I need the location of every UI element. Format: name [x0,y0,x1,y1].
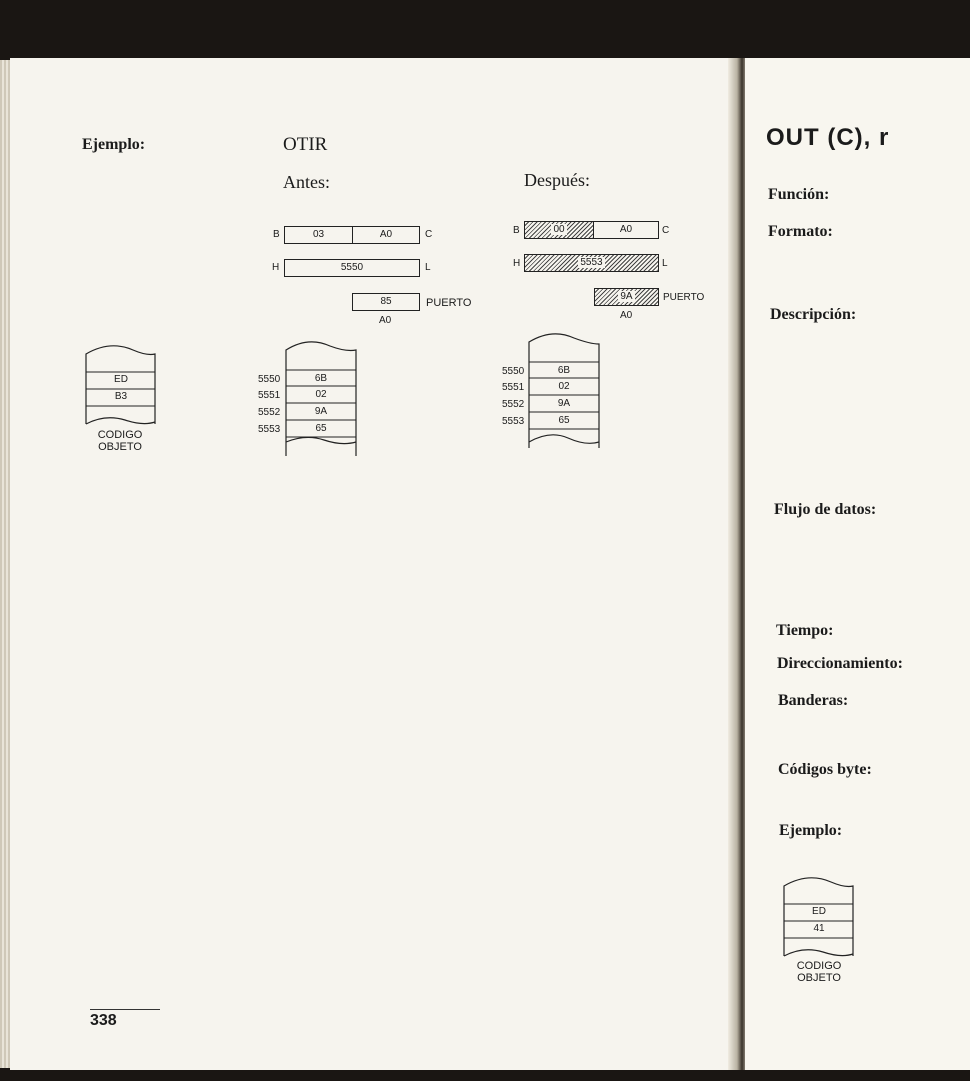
after-puerto-addr: A0 [620,310,633,321]
caption-line: OBJETO [98,441,142,453]
mem-addr: 5550 [258,374,281,385]
mem-value: 65 [315,423,327,434]
after-reg-c-label: C [662,225,670,236]
mem-value: 02 [558,381,570,392]
mem-value: 02 [315,389,327,400]
after-puerto-label: PUERTO [663,292,705,303]
caption-line: CODIGO [97,429,143,441]
right-page [745,58,970,1070]
antes-heading: Antes: [283,172,330,192]
after-reg-l-label: L [662,258,668,269]
before-reg-b: 03 [284,226,353,244]
mem-value: 6B [557,365,571,376]
instruction-mnemonic: OTIR [283,134,328,155]
object-code-byte: 41 [813,923,825,934]
mem-addr: 5551 [258,390,281,401]
after-puerto: 9A [594,288,659,306]
caption-line: OBJETO [797,972,841,984]
ejemplo-right-label: Ejemplo: [779,822,843,839]
memory-before [258,338,358,458]
before-reg-hl: 5550 [284,259,420,277]
page-number-rule [90,1009,160,1010]
mem-value: 6B [314,373,328,384]
mem-value: 9A [314,406,328,417]
mem-value: 9A [557,398,571,409]
mem-addr: 5552 [502,399,525,410]
object-code-byte: B3 [114,391,128,402]
mem-addr: 5553 [258,424,281,435]
instruction-title: OUT (C), r [766,124,890,151]
mem-addr: 5551 [502,382,525,393]
mem-addr: 5553 [502,416,525,427]
tiempo-label: Tiempo: [776,622,834,639]
codigos-label: Códigos byte: [778,761,872,778]
memory-after [502,330,602,450]
puerto-label: PUERTO [426,297,472,309]
descripcion-label: Descripción: [770,306,857,323]
object-code-caption-right [783,960,855,984]
after-reg-hl: 5553 [524,254,659,272]
mem-value: 65 [558,415,570,426]
object-code-caption [84,429,156,453]
banderas-label: Banderas: [778,692,849,709]
object-code-byte: ED [812,906,826,917]
reg-b-label: B [273,229,280,240]
caption-line: CODIGO [796,960,842,972]
object-code-byte: ED [114,374,128,385]
left-page [10,58,735,1070]
after-reg-b-label: B [513,225,520,236]
object-code-block [85,340,157,425]
flujo-label: Flujo de datos: [774,501,877,518]
ejemplo-label: Ejemplo: [82,136,146,153]
reg-h-label: H [272,262,280,273]
funcion-label: Función: [768,186,830,203]
formato-label: Formato: [768,223,833,240]
reg-l-label: L [425,262,431,273]
puerto-addr: A0 [379,315,392,326]
after-reg-h-label: H [513,258,521,269]
after-reg-c: A0 [593,221,659,239]
reg-c-label: C [425,229,433,240]
despues-heading: Después: [524,170,590,190]
mem-addr: 5550 [502,366,525,377]
mem-addr: 5552 [258,407,281,418]
before-reg-c: A0 [352,226,420,244]
before-puerto: 85 [352,293,420,311]
after-reg-b: 00 [524,221,594,239]
page-number: 338 [90,1012,117,1029]
object-code-block-right [783,872,855,957]
direccionamiento-label: Direccionamiento: [777,655,903,672]
